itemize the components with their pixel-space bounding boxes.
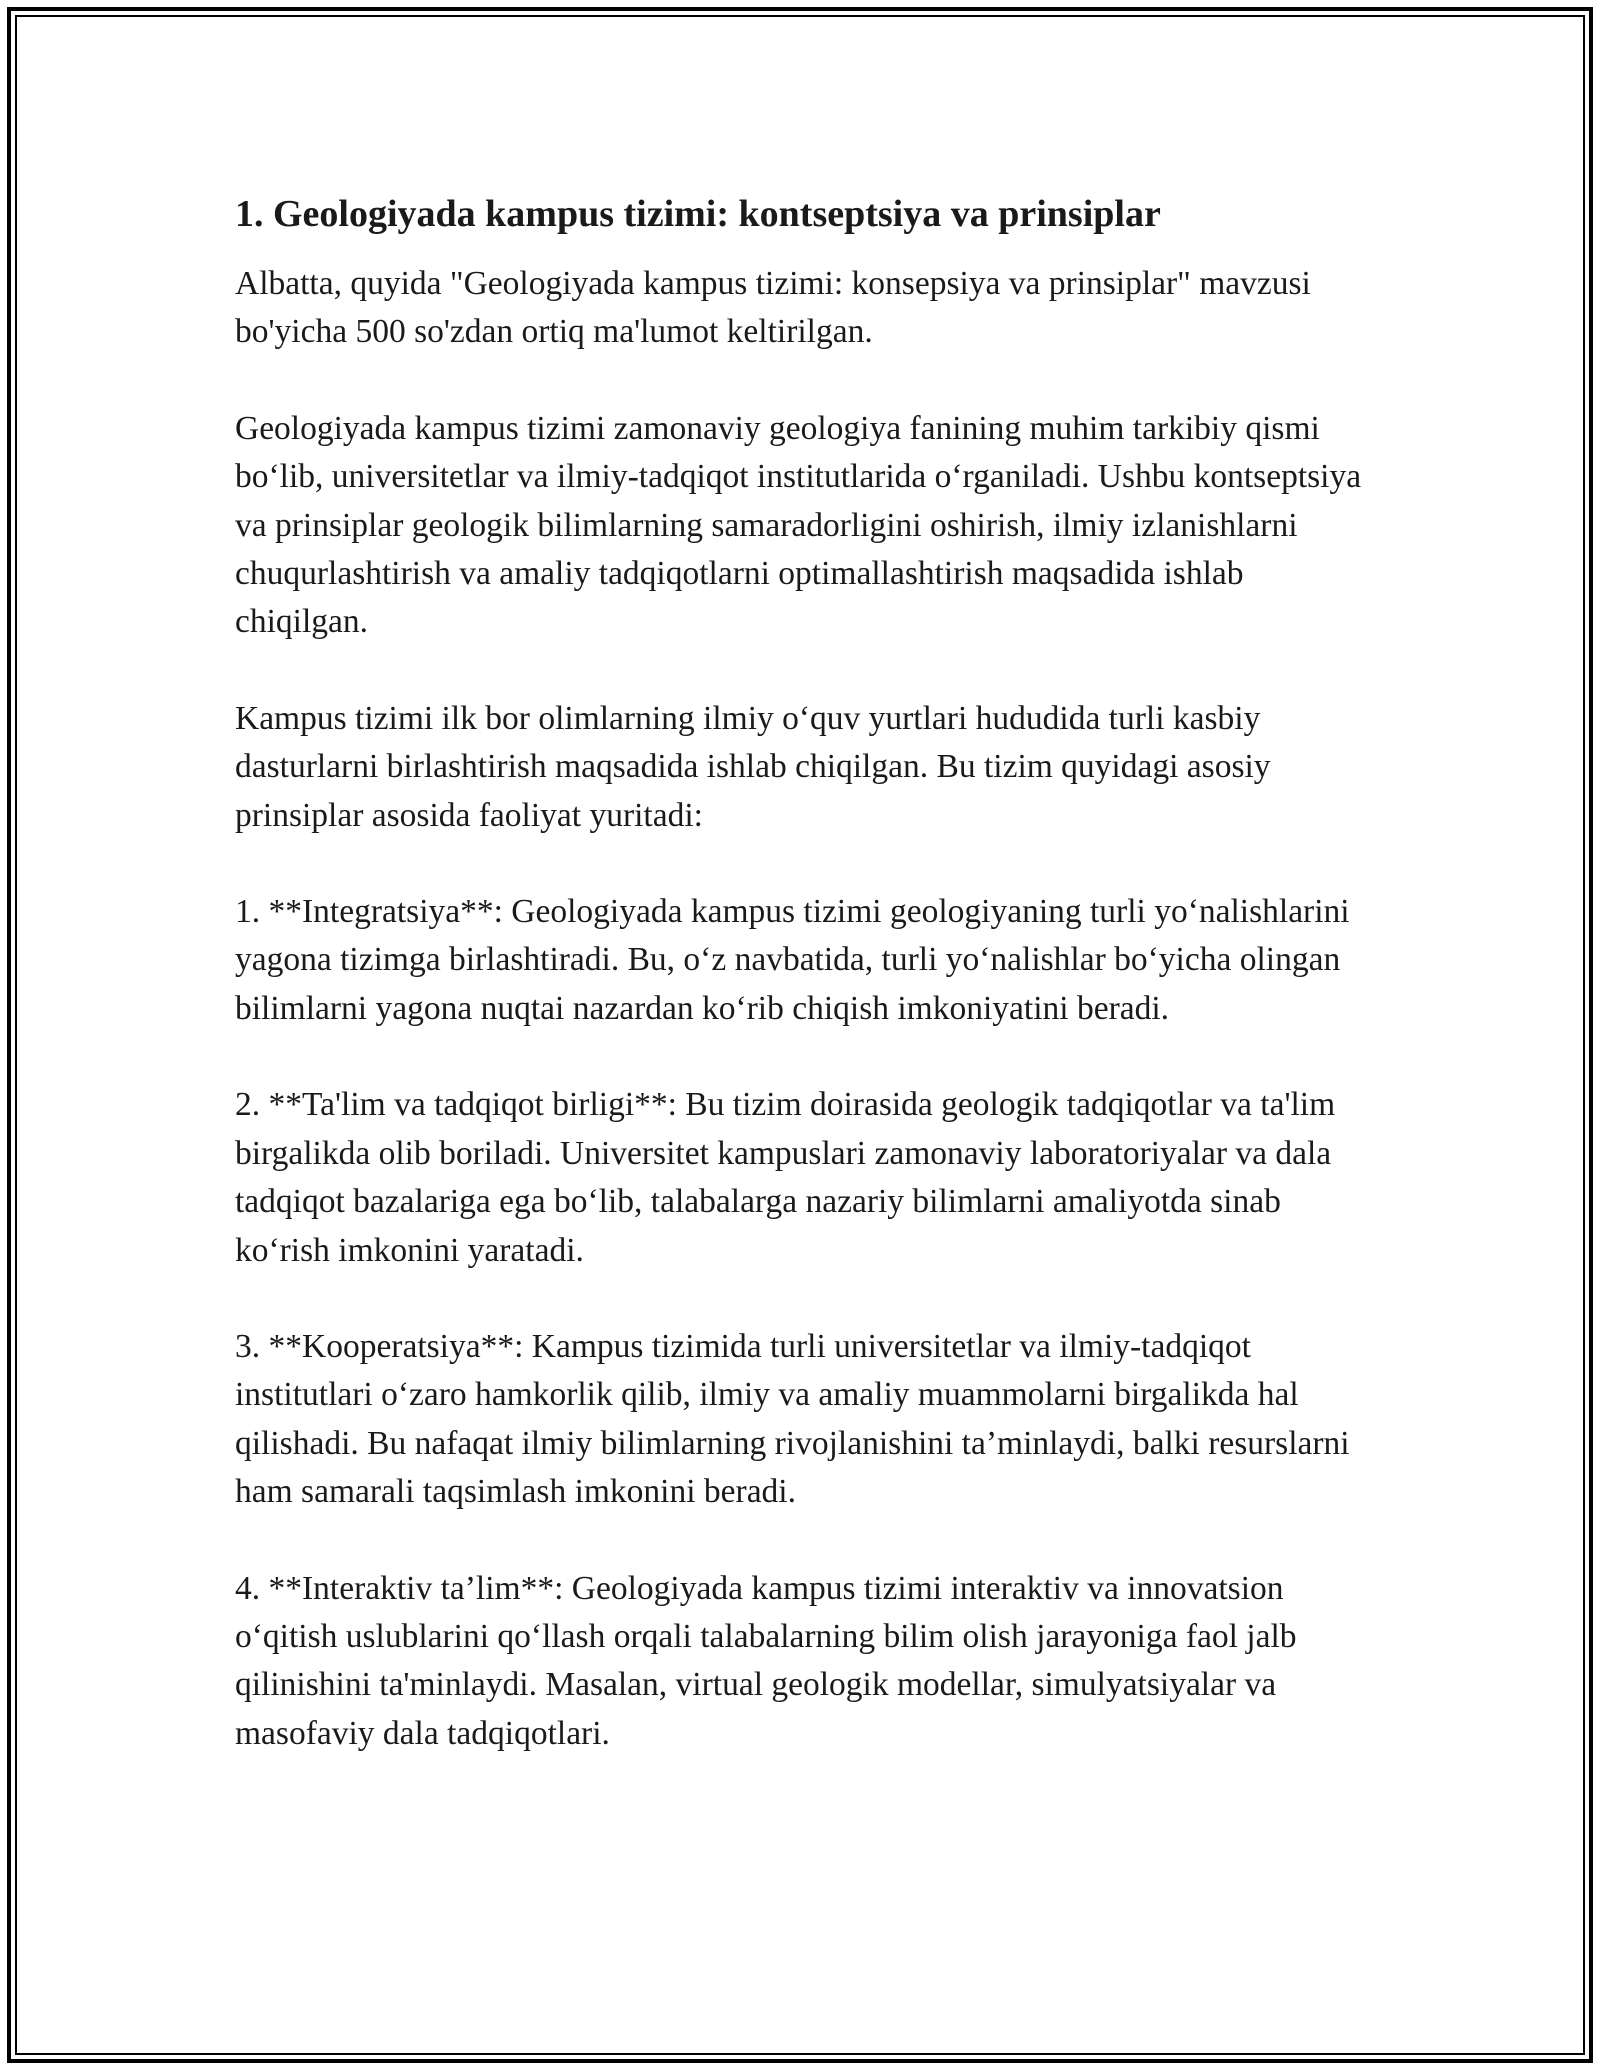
- intro-paragraph: Albatta, quyida "Geologiyada kampus tizimi: konsepsiya va prinsiplar" mavzusi bo'yicha 500 so'zdan ortiq ma'lumot keltirilgan.: [235, 265, 1311, 351]
- principle-education-research-paragraph: 2. **Ta'lim va tadqiqot birligi**: Bu tizim doirasida geologik tadqiqotlar va ta'lim birgalikda olib boriladi. Universitet kampuslari zamonaviy laboratoriyalar va dala tadqiqot bazalariga ega bo‘lib, talabalarga nazariy bilimlarni amaliyotda sinab ko‘rish imkonini yaratadi.: [235, 1086, 1336, 1269]
- document-title: 1. Geologiyada kampus tizimi: kontseptsiya va prinsiplar: [235, 193, 1161, 235]
- document-body: [235, 188, 1375, 1806]
- principle-integration-paragraph: 1. **Integratsiya**: Geologiyada kampus tizimi geologiyaning turli yo‘nalishlarini yagona tizimga birlashtiradi. Bu, o‘z navbatida, turli yo‘nalishlar bo‘yicha olingan bilimlarni yagona nuqtai nazardan ko‘rib chiqish imkoniyatini beradi.: [235, 893, 1350, 1027]
- principle-interactive-learning-paragraph: 4. **Interaktiv ta’lim**: Geologiyada kampus tizimi interaktiv va innovatsion o‘qitish uslublarini qo‘llash orqali talabalarning bilim olish jarayoniga faol jalb qilinishini ta'minlaydi. Masalan, virtual geologik modellar, simulyatsiyalar va masofaviy dala tadqiqotlari.: [235, 1569, 1297, 1752]
- principles-intro-paragraph: Kampus tizimi ilk bor olimlarning ilmiy o‘quv yurtlari hududida turli kasbiy dasturlarni birlashtirish maqsadida ishlab chiqilgan. Bu tizim quyidagi asosiy prinsiplar asosida faoliyat yuritadi:: [235, 699, 1271, 834]
- overview-paragraph: Geologiyada kampus tizimi zamonaviy geologiya fanining muhim tarkibiy qismi bo‘lib, universitetlar va ilmiy-tadqiqot institutlarida o‘rganiladi. Ushbu kontseptsiya va prinsiplar geologik bilimlarning samaradorligini oshirish, ilmiy izlanishlarni chuqurlashtirish va amaliy tadqiqotlarni optimallashtirish maqsadida ishlab chiqilgan.: [235, 409, 1362, 641]
- principle-cooperation-paragraph: 3. **Kooperatsiya**: Kampus tizimida turli universitetlar va ilmiy-tadqiqot institutlari o‘zaro hamkorlik qilib, ilmiy va amaliy muammolarni birgalikda hal qilishadi. Bu nafaqat ilmiy bilimlarning rivojlanishini ta’minlaydi, balki resurslarni ham samarali taqsimlash imkonini beradi.: [235, 1327, 1350, 1511]
